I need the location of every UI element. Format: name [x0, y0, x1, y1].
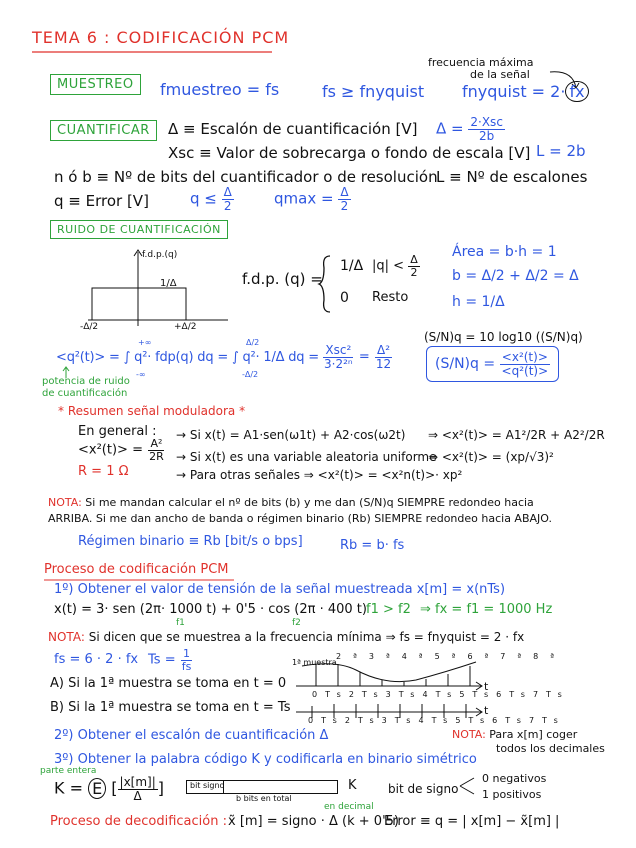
- nota3-line1: [452, 728, 577, 741]
- L-equation: L = 2b: [536, 142, 586, 160]
- resumen-case3: → Para otras señales ⇒ <x²(t)> = <x²n(t)>· xp²: [176, 468, 463, 482]
- general-eq-left: <x²(t)> =: [78, 442, 143, 458]
- case-b: B) Si la 1ª muestra se toma en t = Ts: [50, 700, 291, 715]
- sn-box-num: <x²(t)>: [501, 350, 548, 364]
- freq-note-line1: frecuencia máxima: [428, 56, 534, 69]
- power-note-line2: de cuantificación: [42, 388, 128, 399]
- sample-b-0: 0: [308, 716, 322, 725]
- int1-top: +∞: [138, 338, 152, 347]
- k-codeword: K: [348, 778, 357, 793]
- int2-top: Δ/2: [246, 338, 260, 347]
- sample-a-1: Ts: [325, 690, 349, 699]
- delta-fraction: [468, 116, 505, 142]
- sample-b-3: 3Ts: [381, 716, 419, 725]
- fdp-case1-val: 1/Δ: [340, 258, 364, 274]
- nyquist-eq: fnyquist = 2·: [462, 82, 566, 101]
- axis-t-a: t: [484, 680, 489, 693]
- delta-definition: Δ ≡ Escalón de cuantificación [V]: [168, 120, 418, 138]
- title-underline: [32, 50, 272, 54]
- fdp-plot-xmax: +Δ/2: [174, 322, 197, 332]
- f1-label: f1: [176, 618, 185, 628]
- resumen-case1-result: ⇒ <x²(t)> = A1²/2R + A2²/2R: [428, 428, 605, 442]
- f2-label: f2: [292, 618, 301, 628]
- b-bits-label: b bits en total: [236, 794, 292, 803]
- fs-eq: fs = 6 · 2 · fx: [54, 652, 139, 667]
- sample-b-7: 7Ts: [528, 716, 566, 725]
- int1-bot: -∞: [136, 370, 146, 379]
- decod-title: Proceso de decodificación :: [50, 814, 227, 829]
- parte-entera-note: parte entera: [40, 766, 97, 776]
- fdp-left: f.d.p. (q) =: [242, 270, 323, 288]
- sample-mark-2: 4ª: [401, 652, 435, 661]
- q-le-den: 2: [223, 198, 232, 213]
- delta-num: 2·Xsc: [470, 115, 503, 129]
- diagram-a-sample-marks: [336, 652, 566, 661]
- qmax-eq: [274, 186, 351, 212]
- axis-t-b: t: [484, 704, 489, 717]
- nb-definition: n ó b ≡ Nº de bits del cuantificador o de resolución: [54, 168, 438, 186]
- sample-b-6: 6Ts: [492, 716, 529, 725]
- signal-eq: x(t) = 3· sen (2π· 1000 t) + 0'5 · cos (2π · 400 t): [54, 602, 367, 617]
- ts-eq: [148, 648, 193, 672]
- sn-box-fraction: [500, 351, 551, 377]
- case-a: A) Si la 1ª muestra se toma en t = 0: [50, 676, 287, 691]
- L-definition: L ≡ Nº de escalones: [436, 168, 588, 186]
- h-eq: h = 1/Δ: [452, 294, 505, 310]
- decod-eq: x̃ [m] = signo · Δ (k + 0'5): [228, 814, 399, 829]
- page-title: TEMA 6 : CODIFICACIÓN PCM: [32, 28, 290, 47]
- sample-b-4: 4Ts: [418, 716, 456, 725]
- sample-a-6: 6Ts: [496, 690, 533, 699]
- proceso-title: Proceso de codificación PCM: [44, 562, 229, 577]
- sample-b-2: 2Ts: [344, 716, 382, 725]
- q-le: q ≤: [190, 189, 217, 208]
- resumen-title: * Resumen señal moduladora *: [58, 404, 246, 418]
- step1: 1º) Obtener el valor de tensión de la señal muestreada x[m] = x(nTs): [54, 582, 506, 597]
- fdp-plot: [78, 248, 238, 338]
- sample-a-5: 5Ts: [459, 690, 497, 699]
- fdp-brace: [318, 254, 332, 314]
- sn-box-left: (S/N)q =: [435, 356, 496, 373]
- regimen-def: Régimen binario ≡ Rb [bit/s o bps]: [78, 534, 303, 549]
- fdp-case1-cond-num: Δ: [410, 253, 418, 266]
- area-eq: Área = b·h = 1: [452, 244, 557, 260]
- ts-eq-left: Ts =: [148, 652, 176, 668]
- sample-b-5: 5Ts: [455, 716, 493, 725]
- muestreo-label: MUESTREO: [50, 74, 141, 95]
- f-compare: f1 > f2: [366, 602, 411, 617]
- nota2-text: Si dicen que se muestrea a la frecuencia mínima ⇒ fs = fnyquist = 2 · fx: [88, 630, 525, 644]
- nota2-line: [48, 630, 524, 644]
- xsc-definition: Xsc ≡ Valor de sobrecarga o fondo de escala [V]: [168, 144, 531, 162]
- nota1-text1: Si me mandan calcular el nº de bits (b) y me dan (S/N)q SIEMPRE redondeo hacia: [85, 496, 534, 509]
- sign-negative: 0 negativos: [482, 772, 547, 785]
- r-equation: R = 1 Ω: [78, 464, 129, 479]
- sn-box-den: <q²(t)>: [501, 363, 549, 378]
- resumen-case2-result: ⇒ <x²(t)> = (xp/√3)²: [428, 450, 554, 464]
- sample-mark-1: 3ª: [368, 652, 402, 661]
- qmax-left: qmax =: [274, 189, 334, 208]
- k-eq-fraction: [118, 776, 158, 802]
- diagram-b-sample-labels: [308, 716, 566, 725]
- fx-result: ⇒ fx = f1 = 1000 Hz: [420, 602, 553, 617]
- delta-eq-left: Δ =: [436, 119, 464, 138]
- fdp-plot-level: 1/Δ: [160, 278, 177, 289]
- fdp-case1-cond-left: |q| <: [372, 258, 405, 274]
- ruido-label: RUIDO DE CUANTIFICACIÓN: [50, 220, 228, 239]
- resumen-case2: → Si x(t) es una variable aleatoria uniforme: [176, 450, 437, 464]
- qmax-fraction: [338, 186, 350, 212]
- fdp-case2-val: 0: [340, 290, 349, 306]
- sign-label: bit de signo: [388, 782, 459, 796]
- b-eq: b = Δ/2 + Δ/2 = Δ: [452, 268, 579, 284]
- fdp-case1-cond-fraction: [408, 254, 420, 278]
- muestreo-eq1: fmuestreo = fs: [160, 80, 280, 99]
- q-definition: q ≡ Error [V]: [54, 192, 149, 210]
- sample-a-3: 3Ts: [385, 690, 423, 699]
- muestreo-eq2: fs ≥ fnyquist: [322, 82, 425, 101]
- general-label: En general :: [78, 424, 157, 439]
- muestreo-eq3: [462, 82, 589, 101]
- step3: 3º) Obtener la palabra código K y codificarla en binario simétrico: [54, 752, 477, 767]
- noise-power-result1: [322, 344, 393, 370]
- general-eq: [78, 438, 166, 462]
- k-equation: [54, 776, 164, 802]
- sample-b-1: Ts: [321, 716, 345, 725]
- first-sample-label: 1ª muestra: [292, 658, 337, 667]
- sample-a-0: 0: [312, 690, 326, 699]
- cuantificar-label: CUANTIFICAR: [50, 120, 157, 141]
- noise-power-eq-sign: =: [358, 349, 370, 365]
- noise-power-eq: <q²(t)> = ∫ q²· fdp(q) dq = ∫ q²· 1/Δ dq =: [56, 350, 319, 365]
- fdp-plot-ylabel: f.d.p.(q): [142, 250, 178, 260]
- q-le-num: Δ: [223, 185, 232, 199]
- ts-fraction: [180, 648, 194, 672]
- sample-mark-3: 5ª: [434, 652, 468, 661]
- fdp-case1-cond-den: 2: [410, 265, 418, 279]
- fx-circled: fx: [565, 81, 588, 102]
- nota3-prefix: NOTA:: [452, 728, 486, 741]
- delta-den: 2b: [479, 128, 495, 143]
- step2: 2º) Obtener el escalón de cuantificación Δ: [54, 728, 329, 743]
- noise-power-den2: 12: [375, 356, 392, 371]
- noise-power-fraction2: [374, 344, 393, 370]
- int2-bot: -Δ/2: [242, 370, 259, 379]
- general-den: 2R: [149, 449, 164, 463]
- qmax-num: Δ: [340, 185, 349, 199]
- ts-num: 1: [183, 647, 191, 660]
- k-eq-left: K =: [54, 778, 83, 798]
- noise-power-num1: Xsc²: [325, 343, 352, 357]
- q-bound: [190, 186, 234, 212]
- sign-arrows: [458, 774, 478, 798]
- k-eq-num: |x[m]|: [119, 775, 156, 789]
- fdp-plot-xmin: -Δ/2: [80, 322, 99, 332]
- sn-box: [426, 346, 559, 382]
- k-eq-bracket-open: [: [111, 778, 118, 798]
- power-note-line1: potencia de ruido: [42, 376, 130, 387]
- nota2-prefix: NOTA:: [48, 630, 85, 644]
- fdp-case1-cond: [372, 254, 420, 278]
- regimen-eq: Rb = b· fs: [340, 538, 405, 553]
- sample-mark-0: 2ª: [336, 652, 369, 661]
- sample-a-4: 4Ts: [422, 690, 460, 699]
- k-eq-bracket-close: ]: [157, 778, 165, 798]
- qmax-den: 2: [340, 198, 349, 213]
- sample-a-7: 7Ts: [532, 690, 570, 699]
- fdp-case2-cond: Resto: [372, 290, 409, 305]
- sample-mark-5: 7ª: [500, 652, 534, 661]
- nota3-line2: todos los decimales: [496, 742, 605, 755]
- noise-power-den1: 3·2²ⁿ: [324, 356, 353, 371]
- nota3-text1: Para x[m] coger: [489, 728, 578, 741]
- sample-mark-6: 8ª: [533, 652, 567, 661]
- nota1-line1: [48, 496, 534, 509]
- freq-note-line2: de la señal: [470, 68, 530, 81]
- sign-positive: 1 positivos: [482, 788, 542, 801]
- en-decimal-note: en decimal: [324, 802, 374, 812]
- sample-mark-4: 6ª: [467, 652, 501, 661]
- general-num: A²: [150, 437, 163, 450]
- error-eq: Error ≡ q = | x[m] − x̃[m] |: [384, 814, 560, 829]
- sn-db-eq: (S/N)q = 10 log10 ((S/N)q): [424, 330, 583, 344]
- k-eq-den: Δ: [133, 788, 142, 803]
- noise-power-fraction1: [322, 344, 355, 370]
- k-eq-E: E: [88, 778, 106, 799]
- nota1-prefix: NOTA:: [48, 496, 82, 509]
- noise-power-num2: Δ²: [377, 343, 391, 357]
- general-fraction: [147, 438, 166, 462]
- ts-den: fs: [181, 659, 192, 673]
- resumen-case1: → Si x(t) = A1·sen(ω1t) + A2·cos(ω2t): [176, 428, 406, 442]
- bit-signo-label: bit signo: [190, 781, 225, 790]
- nota1-line2: ARRIBA. Si me dan ancho de banda o régimen binario (Rb) SIEMPRE redondeo hacia ABAJO.: [48, 512, 552, 525]
- sample-a-2: 2Ts: [348, 690, 386, 699]
- delta-equation: [436, 116, 505, 142]
- q-le-fraction: [222, 186, 234, 212]
